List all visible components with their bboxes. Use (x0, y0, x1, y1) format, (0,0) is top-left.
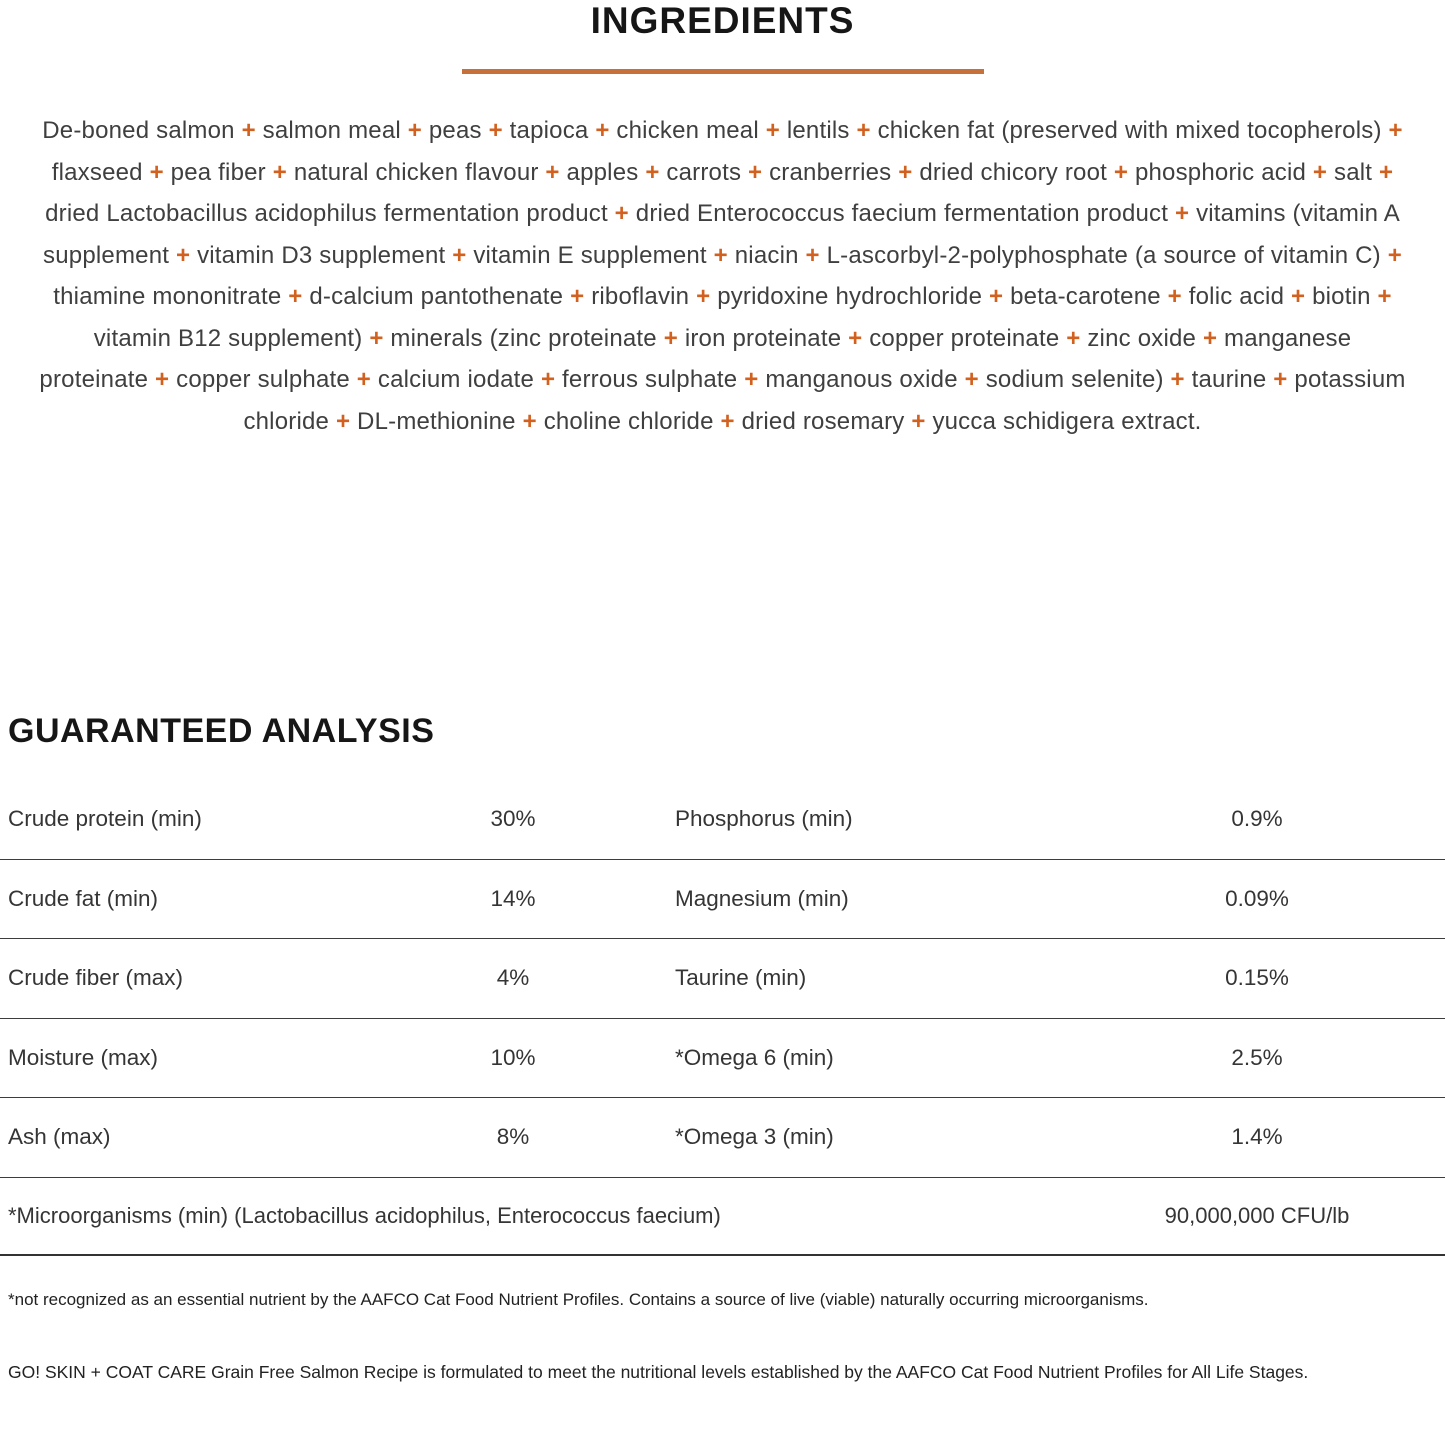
plus-separator: + (588, 117, 617, 144)
ingredient-item: sodium selenite) (985, 366, 1164, 393)
ingredient-item: potassium chloride (243, 366, 1406, 435)
analysis-value-right: 2.5% (1231, 1044, 1283, 1070)
analysis-value-right: 0.09% (1225, 885, 1289, 911)
ingredient-item: minerals (zinc proteinate (390, 324, 657, 352)
analysis-label-left: Ash (max) (8, 1124, 111, 1150)
ingredient-item: L-ascorbyl-2-polyphosphate (a source of vitamin C) (826, 241, 1381, 269)
plus-separator: + (265, 158, 294, 186)
microorganisms-row (0, 1178, 1445, 1257)
footnote-aafco-microorganisms: *not recognized as an essential nutrient by the AAFCO Cat Food Nutrient Profiles. Contains a source of live (viable) naturally occurring microorganisms. (8, 1290, 1149, 1309)
plus-separator: + (904, 407, 933, 435)
plus-separator: + (445, 241, 474, 269)
ingredient-item: De-boned salmon (42, 117, 235, 144)
ingredient-item: copper sulphate (176, 366, 350, 393)
plus-separator: + (234, 117, 263, 144)
plus-separator: + (481, 117, 510, 144)
plus-separator: + (362, 324, 391, 352)
guaranteed-analysis-title: GUARANTEED ANALYSIS (8, 712, 435, 750)
plus-separator: + (515, 407, 544, 435)
ingredient-item: manganous oxide (765, 366, 958, 393)
analysis-value-right: 1.4% (1231, 1124, 1283, 1150)
plus-separator: + (148, 366, 177, 393)
plus-separator: + (957, 366, 986, 393)
plus-separator: + (758, 117, 787, 144)
ingredients-paragraph (38, 110, 1408, 442)
plus-separator: + (1370, 283, 1392, 310)
plus-separator: + (1160, 283, 1189, 310)
analysis-value-left: 4% (496, 965, 530, 991)
ingredient-item: niacin (734, 241, 799, 269)
ingredient-item: iron proteinate (684, 324, 842, 352)
plus-separator: + (1306, 158, 1335, 186)
plus-separator: + (349, 366, 378, 393)
plus-separator: + (281, 283, 310, 310)
plus-separator: + (169, 241, 198, 269)
plus-separator: + (1266, 366, 1295, 393)
plus-separator: + (534, 366, 563, 393)
ingredient-item: copper proteinate (869, 324, 1060, 352)
ingredient-item: vitamin E supplement (473, 241, 707, 269)
plus-separator: + (689, 283, 718, 310)
ingredient-item: phosphoric acid (1134, 158, 1307, 186)
analysis-label-left: Moisture (max) (8, 1044, 159, 1070)
ingredient-item: beta-carotene (1010, 283, 1161, 310)
analysis-row (0, 1019, 1445, 1099)
ingredient-item: dried Lactobacillus acidophilus fermentation product (45, 200, 608, 227)
plus-separator: + (1380, 241, 1402, 269)
ingredient-item: chicken fat (preserved with mixed tocopherols) (877, 117, 1382, 144)
plus-separator: + (656, 324, 685, 352)
analysis-label-left: Crude fiber (max) (8, 965, 184, 991)
plus-separator: + (1372, 158, 1394, 186)
analysis-label-right: *Omega 3 (min) (675, 1124, 834, 1150)
plus-separator: + (638, 158, 667, 186)
ingredient-item: vitamins (vitamin A supplement (43, 200, 1400, 269)
plus-separator: + (841, 324, 870, 352)
ingredient-item: vitamin B12 supplement) (93, 324, 363, 352)
ingredient-item: zinc oxide (1087, 324, 1197, 352)
analysis-row (0, 860, 1445, 940)
plus-separator: + (563, 283, 592, 310)
ingredient-item: lentils (786, 117, 850, 144)
ingredient-item: choline chloride (543, 407, 714, 435)
plus-separator: + (607, 200, 636, 227)
plus-separator: + (1059, 324, 1088, 352)
analysis-label-right: Magnesium (min) (675, 885, 849, 911)
plus-separator: + (1107, 158, 1135, 186)
analysis-row (0, 1098, 1445, 1178)
ingredient-item: calcium iodate (377, 366, 535, 393)
analysis-label-left: Crude protein (min) (8, 806, 202, 832)
ingredient-item: pea fiber (170, 158, 266, 186)
plus-separator: + (400, 117, 429, 144)
accent-divider (462, 69, 984, 74)
analysis-value-right: 0.15% (1225, 965, 1289, 991)
ingredient-item: riboflavin (591, 283, 690, 310)
microorganisms-label: *Microorganisms (min) (Lactobacillus acidophilus, Enterococcus faecium) (8, 1202, 721, 1228)
ingredient-item: DL-methionine (357, 407, 516, 435)
analysis-value-right: 0.9% (1231, 806, 1283, 832)
analysis-value-left: 14% (490, 885, 536, 911)
plus-separator: + (891, 158, 920, 186)
ingredient-item: vitamin D3 supplement (197, 241, 446, 269)
ingredient-item: pyridoxine hydrochloride (717, 283, 983, 310)
plus-separator: + (849, 117, 878, 144)
ingredient-item: cranberries (769, 158, 892, 186)
ingredient-item: chicken meal (616, 117, 759, 144)
plus-separator: + (741, 158, 770, 186)
microorganisms-value: 90,000,000 CFU/lb (1164, 1202, 1350, 1228)
analysis-label-left: Crude fat (min) (8, 885, 159, 911)
plus-separator: + (1381, 117, 1403, 144)
ingredient-item: ferrous sulphate (562, 366, 738, 393)
analysis-row (0, 939, 1445, 1019)
ingredient-item: thiamine mononitrate (53, 283, 282, 310)
footnote-formulation-statement: GO! SKIN + COAT CARE Grain Free Salmon Recipe is formulated to meet the nutritional levels established by the AAFCO Cat Food Nutrient Profiles for All Life Stages. (8, 1362, 1309, 1382)
ingredient-item: salt (1334, 158, 1373, 186)
ingredient-item: apples (566, 158, 639, 186)
plus-separator: + (706, 241, 735, 269)
analysis-label-right: *Omega 6 (min) (675, 1044, 834, 1070)
ingredient-item: salmon meal (262, 117, 401, 144)
ingredient-item: dried rosemary (741, 407, 905, 435)
ingredient-item: folic acid (1188, 283, 1285, 310)
ingredient-item: taurine (1191, 366, 1267, 393)
ingredient-item: d-calcium pantothenate (309, 283, 564, 310)
ingredient-item: dried Enterococcus faecium fermentation product (635, 200, 1169, 227)
plus-separator: + (713, 407, 742, 435)
ingredient-item: yucca schidigera extract. (932, 407, 1202, 435)
plus-separator: + (538, 158, 567, 186)
analysis-label-right: Phosphorus (min) (675, 806, 853, 832)
plus-separator: + (1163, 366, 1192, 393)
plus-separator: + (329, 407, 358, 435)
guaranteed-analysis-table (0, 780, 1445, 1178)
plus-separator: + (1168, 200, 1197, 227)
plus-separator: + (1196, 324, 1225, 352)
ingredient-item: flaxseed (51, 158, 143, 186)
analysis-value-left: 10% (490, 1044, 536, 1070)
ingredient-item: peas (428, 117, 482, 144)
ingredient-item: manganese proteinate (39, 324, 1352, 393)
plus-separator: + (737, 366, 766, 393)
analysis-row (0, 780, 1445, 860)
plus-separator: + (798, 241, 827, 269)
ingredient-item: tapioca (509, 117, 589, 144)
plus-separator: + (1284, 283, 1313, 310)
plus-separator: + (142, 158, 171, 186)
analysis-value-left: 8% (496, 1124, 530, 1150)
analysis-value-left: 30% (490, 806, 536, 832)
analysis-label-right: Taurine (min) (675, 965, 807, 991)
ingredient-item: biotin (1312, 283, 1371, 310)
ingredient-item: natural chicken flavour (293, 158, 539, 186)
ingredient-item: carrots (666, 158, 742, 186)
plus-separator: + (982, 283, 1011, 310)
ingredients-title: INGREDIENTS (590, 0, 855, 41)
ingredient-item: dried chicory root (919, 158, 1107, 186)
